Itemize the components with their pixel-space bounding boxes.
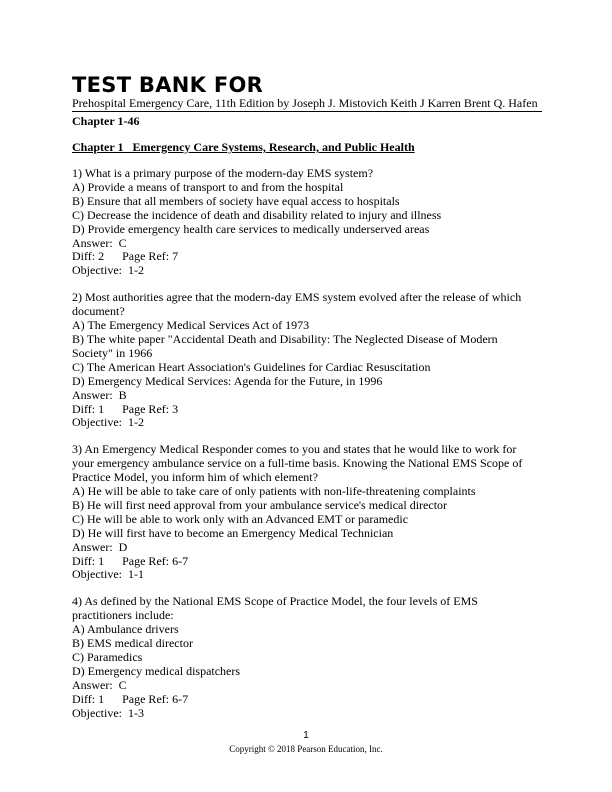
- question-line: Diff: 1 Page Ref: 3: [72, 401, 179, 416]
- chapter-range: Chapter 1-46: [72, 114, 140, 128]
- document-page: [72, 74, 542, 721]
- test-bank-title: TEST BANK FOR: [72, 73, 264, 97]
- question-block: [72, 167, 542, 278]
- question-line: C) The American Heart Association's Guidelines for Cardiac Resuscitation: [72, 359, 431, 374]
- question-line: document?: [72, 304, 125, 319]
- question-line: B) The white paper "Accidental Death and Disability: The Neglected Disease of Modern: [72, 331, 498, 346]
- question-line: 4) As defined by the National EMS Scope of Practice Model, the four levels of EMS: [72, 594, 478, 609]
- question-line: 1) What is a primary purpose of the modern-day EMS system?: [72, 166, 374, 180]
- question-line: Answer: D: [72, 539, 128, 554]
- question-line: B) He will first need approval from your ambulance service's medical director: [72, 497, 448, 512]
- question-line: D) Emergency medical dispatchers: [72, 663, 241, 678]
- question-line: A) The Emergency Medical Services Act of 1973: [72, 318, 310, 333]
- question-line: Objective: 1-2: [72, 263, 144, 278]
- question-line: A) Ambulance drivers: [72, 622, 179, 637]
- question-line: practitioners include:: [72, 608, 174, 623]
- question-line: Answer: C: [72, 677, 127, 692]
- question-line: A) Provide a means of transport to and from the hospital: [72, 179, 344, 194]
- question-line: C) He will be able to work only with an Advanced EMT or paramedic: [72, 511, 409, 526]
- question-block: [72, 443, 542, 582]
- page-number: 1: [303, 730, 309, 741]
- question-line: Diff: 1 Page Ref: 6-7: [72, 691, 189, 706]
- question-line: Objective: 1-1: [72, 567, 144, 582]
- question-line: B) EMS medical director: [72, 636, 193, 651]
- question-line: D) He will first have to become an Emergency Medical Technician: [72, 525, 394, 540]
- question-line: Diff: 2 Page Ref: 7: [72, 249, 179, 264]
- question-line: C) Decrease the incidence of death and disability related to injury and illness: [72, 207, 442, 222]
- question-line: 2) Most authorities agree that the modern-day EMS system evolved after the release of which: [72, 290, 522, 305]
- question-line: your emergency ambulance service on a full-time basis. Knowing the National EMS Scope of: [72, 456, 523, 471]
- question-line: A) He will be able to take care of only patients with non-life-threatening complaints: [72, 484, 476, 499]
- question-block: [72, 291, 542, 430]
- question-line: B) Ensure that all members of society have equal access to hospitals: [72, 193, 400, 208]
- copyright-notice: Copyright © 2018 Pearson Education, Inc.: [229, 744, 383, 754]
- question-line: Practice Model, you inform him of which element?: [72, 470, 318, 485]
- question-line: Answer: B: [72, 387, 127, 402]
- question-line: C) Paramedics: [72, 650, 143, 664]
- question-line: Diff: 1 Page Ref: 6-7: [72, 553, 189, 568]
- question-line: Society" in 1966: [72, 345, 153, 360]
- question-line: 3) An Emergency Medical Responder comes to you and states that he would like to work for: [72, 442, 517, 457]
- question-line: Objective: 1-2: [72, 415, 144, 430]
- question-line: Answer: C: [72, 235, 127, 250]
- chapter-heading: Chapter 1 Emergency Care Systems, Research, and Public Health: [72, 140, 415, 154]
- book-subtitle: Prehospital Emergency Care, 11th Edition by Joseph J. Mistovich Keith J Karren Brent Q. Hafen: [72, 96, 542, 112]
- question-list: [72, 167, 542, 721]
- question-line: D) Emergency Medical Services: Agenda for the Future, in 1996: [72, 373, 383, 388]
- question-line: Objective: 1-3: [72, 705, 144, 720]
- question-line: D) Provide emergency health care services to medically underserved areas: [72, 221, 430, 236]
- question-block: [72, 595, 542, 720]
